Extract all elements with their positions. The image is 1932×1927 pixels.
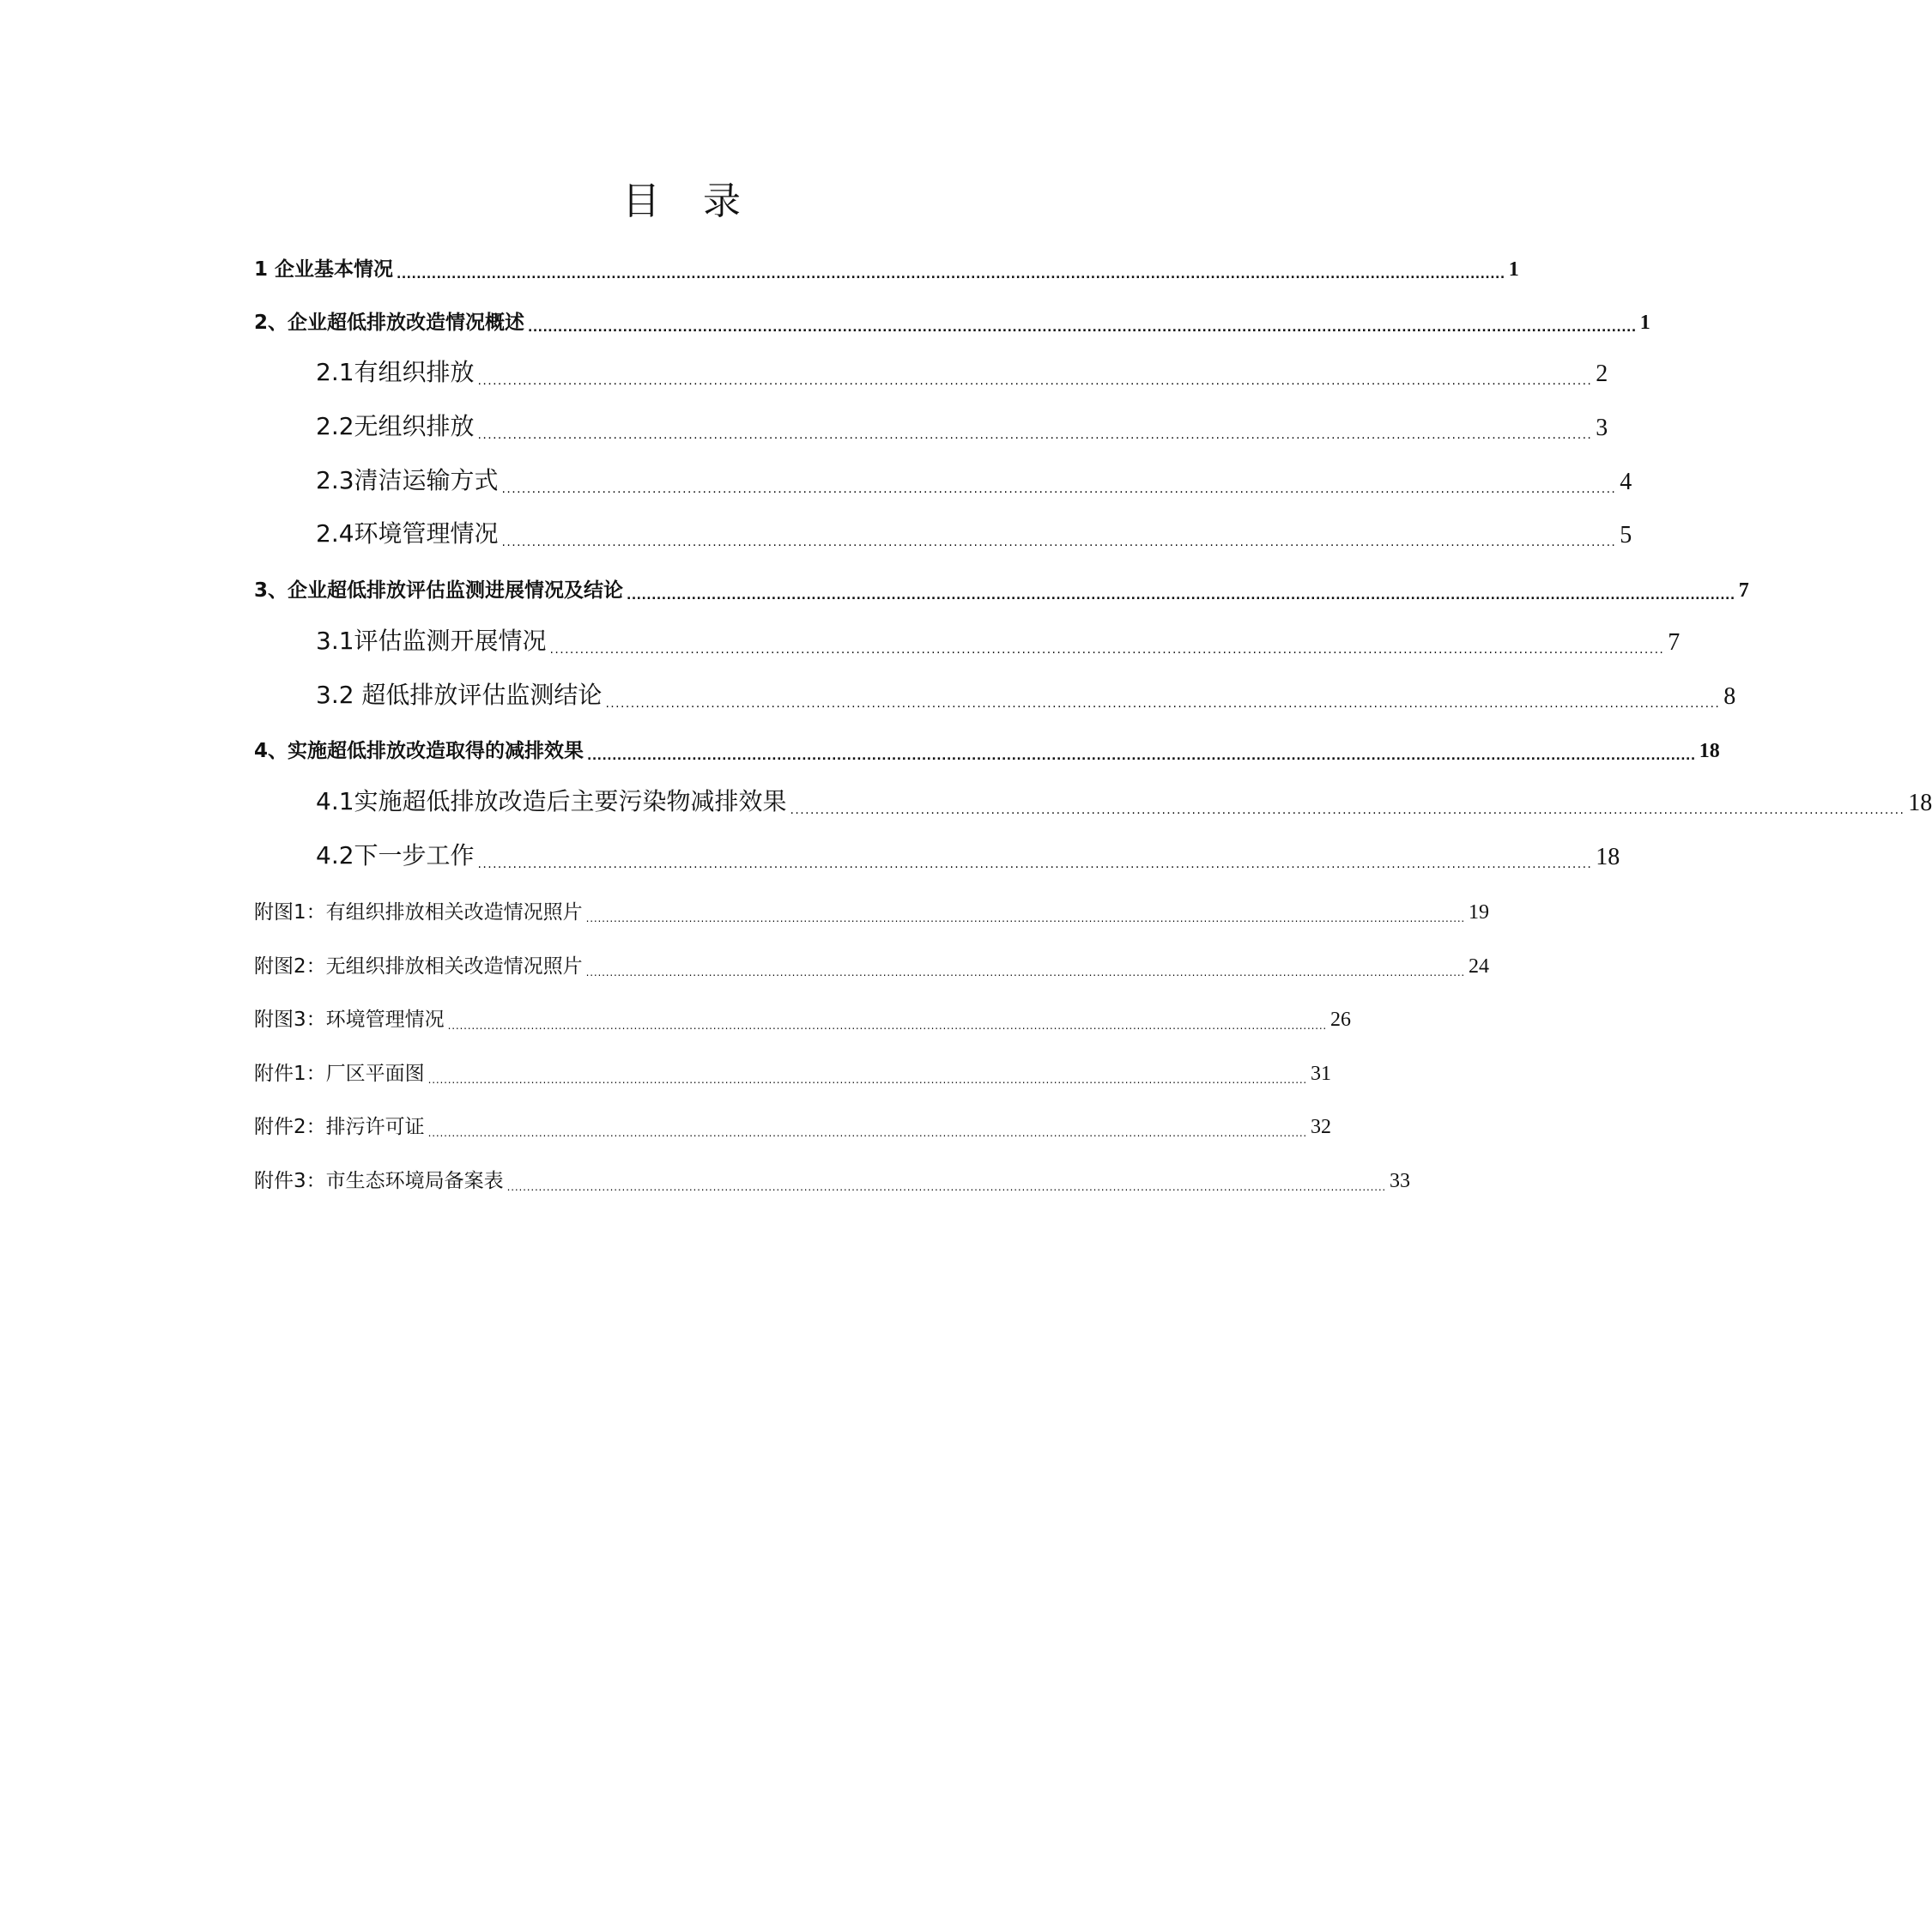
toc-entry-label: 附件3：市生态环境局备案表 bbox=[254, 1170, 504, 1192]
toc-entry[interactable] bbox=[254, 455, 1632, 496]
toc-entry-label: 4.2下一步工作 bbox=[316, 841, 475, 870]
toc-entry[interactable] bbox=[254, 347, 1608, 388]
toc-entry-page: 8 bbox=[1723, 683, 1736, 710]
toc-entry[interactable] bbox=[254, 508, 1632, 549]
toc-entry-label: 4、实施超低排放改造取得的减排效果 bbox=[254, 740, 584, 762]
toc-entry-page: 24 bbox=[1469, 955, 1490, 978]
toc-entry[interactable] bbox=[254, 294, 1650, 335]
toc-entry-label: 2、企业超低排放改造情况概述 bbox=[254, 312, 525, 334]
toc-entry-page: 19 bbox=[1469, 901, 1490, 924]
toc-entry[interactable] bbox=[254, 830, 1620, 871]
toc-entry-page: 26 bbox=[1330, 1009, 1352, 1031]
toc-entry-page: 4 bbox=[1620, 469, 1632, 495]
toc-entry-page: 18 bbox=[1699, 740, 1720, 762]
toc-entry-label: 2.1有组织排放 bbox=[316, 358, 475, 386]
toc-entry-label: 2.3清洁运输方式 bbox=[316, 466, 499, 494]
toc-entry[interactable] bbox=[254, 883, 1490, 924]
toc-entry-page: 2 bbox=[1596, 361, 1608, 387]
toc-entry-label: 1 企业基本情况 bbox=[254, 258, 394, 281]
toc-leader-dots: .............................................................................................................................................................................................................................. bbox=[790, 803, 1905, 817]
toc-title-char-2: 录 bbox=[703, 179, 741, 223]
toc-entry-label: 附件2：排污许可证 bbox=[254, 1116, 425, 1138]
toc-leader-dots: .............................................................................................................................................................................................................................. bbox=[506, 1181, 1387, 1193]
toc-leader-dots: .............................................................................................................................................................................................................................. bbox=[605, 697, 1721, 711]
toc-entry[interactable] bbox=[254, 937, 1490, 979]
toc-entry[interactable] bbox=[254, 991, 1352, 1032]
toc-entry[interactable] bbox=[254, 1045, 1332, 1086]
toc-entry-label: 3、企业超低排放评估监测进展情况及结论 bbox=[254, 579, 624, 602]
toc-entry-label: 附图3：环境管理情况 bbox=[254, 1009, 445, 1031]
toc-entry-label: 3.1评估监测开展情况 bbox=[316, 627, 547, 655]
toc-leader-dots: .............................................................................................................................................................................................................................. bbox=[585, 967, 1466, 979]
toc-leader-dots: .............................................................................................................................................................................................................................. bbox=[528, 321, 1637, 335]
toc-leader-dots: .............................................................................................................................................................................................................................. bbox=[501, 482, 1617, 496]
toc-entry-page: 3 bbox=[1596, 415, 1608, 441]
toc-entry[interactable] bbox=[254, 776, 1932, 817]
toc-leader-dots: .............................................................................................................................................................................................................................. bbox=[587, 749, 1696, 763]
toc-leader-dots: .............................................................................................................................................................................................................................. bbox=[585, 912, 1466, 924]
toc-entry-page: 32 bbox=[1311, 1116, 1332, 1138]
toc-leader-dots: .............................................................................................................................................................................................................................. bbox=[447, 1020, 1328, 1032]
toc-entry-page: 5 bbox=[1620, 522, 1632, 548]
toc-entry[interactable] bbox=[254, 401, 1608, 442]
toc-entry[interactable] bbox=[254, 722, 1720, 763]
toc-entry-label: 附图2：无组织排放相关改造情况照片 bbox=[254, 955, 583, 978]
toc-entry-page: 1 bbox=[1639, 312, 1650, 334]
toc-entry-page: 18 bbox=[1908, 790, 1932, 816]
toc-entry[interactable] bbox=[254, 670, 1736, 711]
toc-leader-dots: .............................................................................................................................................................................................................................. bbox=[627, 589, 1735, 603]
toc-entry-label: 2.2无组织排放 bbox=[316, 412, 475, 440]
toc-leader-dots: .............................................................................................................................................................................................................................. bbox=[477, 428, 1593, 442]
toc-leader-dots: .............................................................................................................................................................................................................................. bbox=[397, 268, 1505, 282]
toc-leader-dots: .............................................................................................................................................................................................................................. bbox=[549, 643, 1665, 657]
toc-entry[interactable] bbox=[254, 1152, 1411, 1193]
toc-leader-dots: .............................................................................................................................................................................................................................. bbox=[501, 536, 1617, 549]
toc-entry-label: 3.2 超低排放评估监测结论 bbox=[316, 681, 603, 709]
toc-entry-label: 4.1实施超低排放改造后主要污染物减排效果 bbox=[316, 787, 787, 815]
toc-title-char-1: 目 bbox=[622, 179, 660, 223]
toc-entry-label: 2.4环境管理情况 bbox=[316, 519, 499, 548]
toc-leader-dots: .............................................................................................................................................................................................................................. bbox=[477, 857, 1593, 871]
toc-entry-page: 7 bbox=[1738, 579, 1749, 602]
toc-entry[interactable] bbox=[254, 561, 1749, 603]
toc-entry-page: 1 bbox=[1508, 258, 1519, 281]
toc-entry-page: 7 bbox=[1668, 629, 1681, 656]
toc-entry[interactable] bbox=[254, 1098, 1332, 1139]
toc-entry-label: 附图1：有组织排放相关改造情况照片 bbox=[254, 901, 583, 924]
toc-leader-dots: .............................................................................................................................................................................................................................. bbox=[427, 1074, 1308, 1086]
toc-leader-dots: .............................................................................................................................................................................................................................. bbox=[477, 374, 1593, 388]
toc-entry-page: 18 bbox=[1596, 844, 1620, 870]
toc-title bbox=[0, 176, 1363, 227]
toc-entry[interactable] bbox=[254, 615, 1681, 657]
toc-entry-page: 33 bbox=[1390, 1170, 1411, 1192]
toc-leader-dots: .............................................................................................................................................................................................................................. bbox=[427, 1127, 1308, 1139]
toc-entry-label: 附件1：厂区平面图 bbox=[254, 1063, 425, 1085]
toc-entry-page: 31 bbox=[1311, 1063, 1332, 1085]
toc-entry[interactable] bbox=[254, 240, 1519, 282]
